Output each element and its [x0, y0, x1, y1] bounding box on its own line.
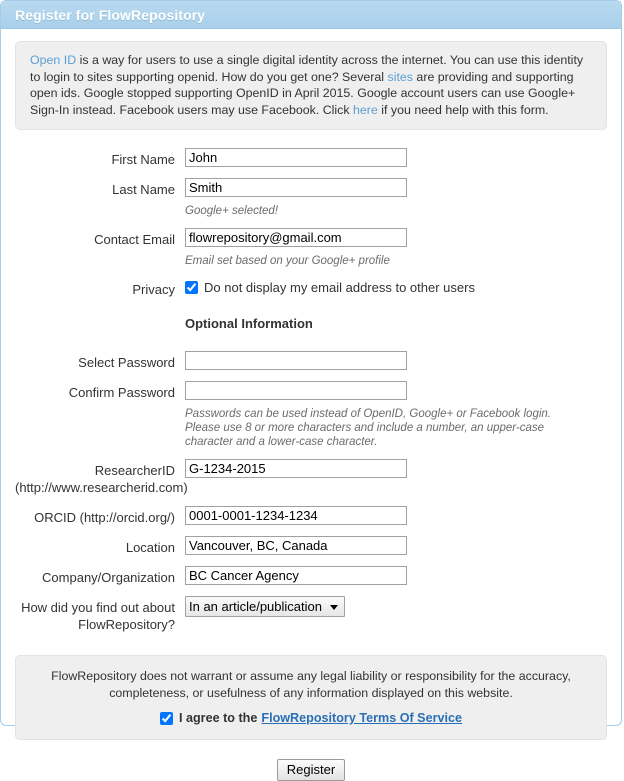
- here-link[interactable]: here: [353, 102, 378, 117]
- row-first-name: [15, 148, 607, 168]
- confirm-password-label: Confirm Password: [68, 385, 175, 400]
- referral-label-line2: FlowRepository?: [78, 617, 175, 632]
- privacy-checkbox[interactable]: [185, 281, 198, 294]
- terms-agree-label: I agree to the: [178, 711, 258, 725]
- register-button[interactable]: Register: [277, 759, 345, 781]
- orcid-label: ORCID (http://orcid.org/): [34, 510, 175, 525]
- orcid-input[interactable]: [185, 506, 407, 525]
- company-label: Company/Organization: [42, 570, 175, 585]
- row-select-password: [15, 351, 607, 371]
- referral-label: [15, 596, 185, 633]
- password-requirements-hint: Passwords can be used instead of OpenID, Google+ or Facebook login. Please use 8 or more characters and include a number, an upper-case character and a lower-case character.: [185, 408, 551, 448]
- location-label: Location: [125, 540, 175, 555]
- terms-of-service-link[interactable]: FlowRepository Terms Of Service: [261, 711, 463, 725]
- page-title: Register for FlowRepository: [15, 6, 206, 23]
- row-privacy: [15, 278, 607, 298]
- first-name-input[interactable]: [185, 148, 407, 167]
- submit-section: [1, 740, 621, 781]
- researcher-id-label: [15, 459, 188, 496]
- location-input[interactable]: [185, 536, 407, 555]
- info-text-1: is a way for users to use a single digital identity across the internet. You can use this identity to login to sites supporting openid. How do you get one? Several: [30, 53, 584, 84]
- row-referral: [15, 596, 607, 633]
- optional-information-heading: Optional Information: [185, 316, 313, 331]
- terms-disclaimer: FlowRepository does not warrant or assume any legal liability or responsibility for the accuracy, completeness, or usefulness of any information displayed on this website.: [51, 669, 571, 700]
- info-section: [1, 29, 621, 130]
- window-titlebar: [1, 1, 621, 29]
- row-password-hint: [15, 405, 607, 449]
- privacy-checkbox-label: Do not display my email address to other users: [204, 280, 475, 295]
- terms-agree-checkbox[interactable]: [160, 712, 173, 725]
- row-company: [15, 566, 607, 586]
- registration-form: [1, 130, 621, 633]
- researcher-id-label-line1: ResearcherID: [94, 463, 175, 478]
- info-text-2: are providing and supporting open ids. Google stopped supporting OpenID in April 2015. Google account users can use Google+ Sign-In instead. Facebook users may use Facebook. Click: [30, 69, 576, 117]
- contact-email-input[interactable]: [185, 228, 407, 247]
- openid-link[interactable]: Open ID: [30, 53, 77, 67]
- confirm-password-input[interactable]: [185, 381, 407, 400]
- last-name-input[interactable]: [185, 178, 407, 197]
- google-plus-hint: Google+ selected!: [185, 205, 279, 217]
- row-confirm-password: [15, 381, 607, 401]
- info-text-3: if you need help with this form.: [377, 102, 549, 117]
- row-email-hint: [15, 252, 607, 268]
- privacy-checkbox-row[interactable]: [185, 278, 607, 295]
- researcher-id-input[interactable]: [185, 459, 407, 478]
- terms-box: [15, 655, 607, 740]
- privacy-label: Privacy: [132, 282, 175, 297]
- row-orcid: [15, 506, 607, 526]
- terms-agree-row[interactable]: [32, 710, 590, 727]
- row-location: [15, 536, 607, 556]
- email-source-hint: Email set based on your Google+ profile: [185, 255, 390, 267]
- last-name-label: Last Name: [112, 182, 175, 197]
- company-input[interactable]: [185, 566, 407, 585]
- researcher-id-label-line2: (http://www.researcherid.com): [15, 480, 188, 495]
- openid-info-box: [15, 41, 607, 130]
- select-password-label: Select Password: [78, 355, 175, 370]
- row-optional-heading: [15, 308, 607, 341]
- row-contact-email: [15, 228, 607, 248]
- first-name-label: First Name: [111, 152, 175, 167]
- select-password-input[interactable]: [185, 351, 407, 370]
- referral-select[interactable]: [185, 596, 345, 617]
- contact-email-label: Contact Email: [94, 232, 175, 247]
- row-researcher-id: [15, 459, 607, 496]
- row-google-hint: [15, 202, 607, 218]
- terms-section: [1, 643, 621, 740]
- row-last-name: [15, 178, 607, 198]
- referral-label-line1: How did you find out about: [21, 600, 175, 615]
- referral-select-wrap: [185, 596, 345, 617]
- sites-link[interactable]: sites: [387, 69, 413, 84]
